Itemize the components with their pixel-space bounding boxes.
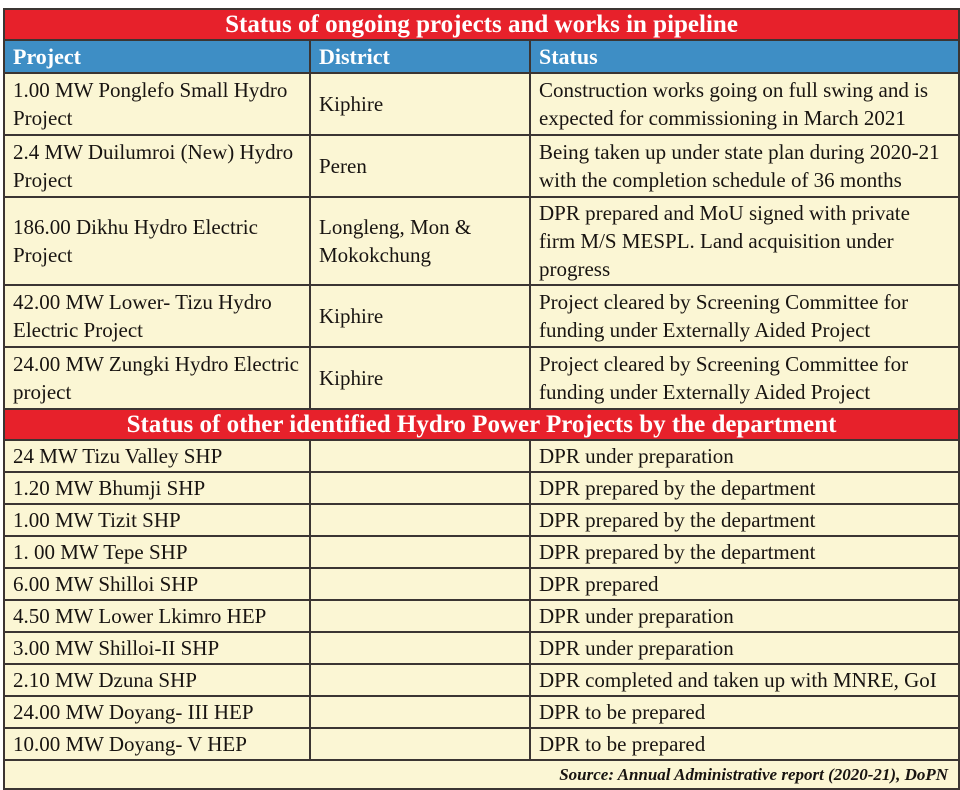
status-cell: DPR under preparation: [530, 632, 959, 664]
district-cell: [310, 504, 530, 536]
status-cell: DPR prepared by the department: [530, 536, 959, 568]
status-cell: DPR to be prepared: [530, 696, 959, 728]
project-cell: 1.00 MW Ponglefo Small Hydro Project: [4, 73, 310, 135]
table-row: [4, 728, 959, 760]
district-cell: Peren: [310, 135, 530, 197]
source-note: Source: Annual Administrative report (2020-21), DoPN: [4, 760, 959, 789]
status-cell: DPR prepared by the department: [530, 504, 959, 536]
district-cell: [310, 472, 530, 504]
project-cell: 24.00 MW Zungki Hydro Electric project: [4, 347, 310, 409]
district-cell: [310, 568, 530, 600]
project-cell: 24 MW Tizu Valley SHP: [4, 440, 310, 472]
table-row: [4, 440, 959, 472]
column-header-project: Project: [4, 40, 310, 73]
table-row: [4, 197, 959, 285]
project-cell: 2.10 MW Dzuna SHP: [4, 664, 310, 696]
project-cell: 1. 00 MW Tepe SHP: [4, 536, 310, 568]
table-row: [4, 632, 959, 664]
project-cell: 3.00 MW Shilloi-II SHP: [4, 632, 310, 664]
district-cell: [310, 728, 530, 760]
district-cell: [310, 664, 530, 696]
project-cell: 186.00 Dikhu Hydro Electric Project: [4, 197, 310, 285]
table-row: [4, 285, 959, 347]
project-cell: 6.00 MW Shilloi SHP: [4, 568, 310, 600]
section1-title-banner: [4, 9, 959, 40]
table-row: [4, 73, 959, 135]
status-cell: DPR under preparation: [530, 600, 959, 632]
source-row: [4, 760, 959, 789]
project-cell: 1.00 MW Tizit SHP: [4, 504, 310, 536]
project-cell: 2.4 MW Duilumroi (New) Hydro Project: [4, 135, 310, 197]
table-row: [4, 568, 959, 600]
table-row: [4, 135, 959, 197]
district-cell: Kiphire: [310, 347, 530, 409]
status-cell: DPR to be prepared: [530, 728, 959, 760]
section1-title: Status of ongoing projects and works in pipeline: [4, 9, 959, 40]
status-cell: Project cleared by Screening Committee for funding under Externally Aided Project: [530, 347, 959, 409]
project-cell: 42.00 MW Lower- Tizu Hydro Electric Project: [4, 285, 310, 347]
column-header-row: [4, 40, 959, 73]
table-row: [4, 600, 959, 632]
status-cell: DPR prepared and MoU signed with private firm M/S MESPL. Land acquisition under progress: [530, 197, 959, 285]
status-cell: Being taken up under state plan during 2020-21 with the completion schedule of 36 months: [530, 135, 959, 197]
column-header-district: District: [310, 40, 530, 73]
project-cell: 4.50 MW Lower Lkimro HEP: [4, 600, 310, 632]
district-cell: [310, 632, 530, 664]
status-cell: Project cleared by Screening Committee for funding under Externally Aided Project: [530, 285, 959, 347]
district-cell: Kiphire: [310, 285, 530, 347]
projects-status-table: [3, 8, 960, 790]
section2-title-banner: [4, 409, 959, 440]
project-cell: 10.00 MW Doyang- V HEP: [4, 728, 310, 760]
status-cell: Construction works going on full swing and is expected for commissioning in March 2021: [530, 73, 959, 135]
status-cell: DPR prepared by the department: [530, 472, 959, 504]
table-row: [4, 536, 959, 568]
section2-title: Status of other identified Hydro Power Projects by the department: [4, 409, 959, 440]
district-cell: Kiphire: [310, 73, 530, 135]
project-cell: 1.20 MW Bhumji SHP: [4, 472, 310, 504]
table-row: [4, 347, 959, 409]
table-row: [4, 504, 959, 536]
table-row: [4, 664, 959, 696]
column-header-status: Status: [530, 40, 959, 73]
table-row: [4, 696, 959, 728]
status-cell: DPR under preparation: [530, 440, 959, 472]
district-cell: Longleng, Mon & Mokokchung: [310, 197, 530, 285]
district-cell: [310, 600, 530, 632]
table-row: [4, 472, 959, 504]
project-cell: 24.00 MW Doyang- III HEP: [4, 696, 310, 728]
district-cell: [310, 696, 530, 728]
district-cell: [310, 536, 530, 568]
district-cell: [310, 440, 530, 472]
status-cell: DPR prepared: [530, 568, 959, 600]
status-cell: DPR completed and taken up with MNRE, GoI: [530, 664, 959, 696]
